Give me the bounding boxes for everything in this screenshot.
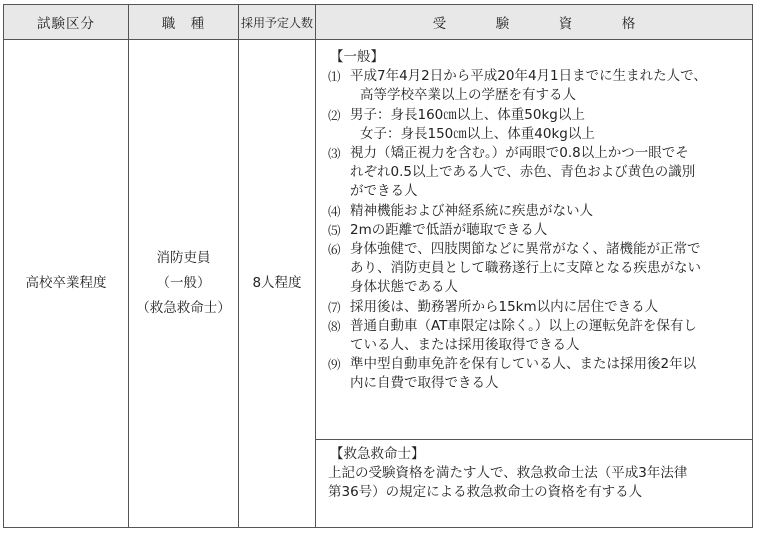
list-item: [328, 221, 746, 240]
item-line: 普通自動車（AT車限定は除く。）以上の運転免許を保有し: [350, 317, 697, 334]
item-line: 男子：身長160㎝以上、体重50kg以上: [350, 106, 585, 123]
item-number: ⑷: [328, 203, 341, 219]
item-line: ができる人: [350, 183, 418, 200]
exam-table: [3, 4, 753, 528]
list-item: [328, 317, 746, 355]
list-item: [328, 106, 746, 144]
paramedic-line: 第36号）の規定による救急救命士の資格を有する人: [328, 484, 643, 501]
item-number: ⑶: [328, 146, 341, 162]
list-item: [328, 298, 746, 317]
item-line: 女子：身長150㎝以上、体重40kg以上: [360, 125, 595, 142]
category-cell: 高校卒業程度: [4, 40, 129, 528]
header-row: [4, 5, 753, 40]
header-job: 職 種: [129, 5, 239, 40]
item-number: ⑺: [328, 299, 341, 315]
paramedic-line: 上記の受験資格を満たす人で、救急救命士法（平成3年法律: [328, 465, 688, 482]
item-line: 内に自費で取得できる人: [350, 375, 499, 392]
table-row: [4, 40, 753, 440]
item-number: ⑵: [328, 107, 341, 123]
item-line: 視力（矯正視力を含む。）が両眼で0.8以上かつ一眼でそ: [350, 145, 689, 162]
job-line: （救急救命士）: [136, 300, 231, 316]
item-line: れぞれ0.5以上である人で、赤色、青色および黄色の識別: [350, 164, 696, 181]
item-number: ⑻: [328, 318, 341, 334]
general-title: 【一般】: [330, 49, 384, 65]
list-item: [328, 202, 746, 221]
job-line: 消防吏員: [156, 250, 211, 266]
paramedic-title: 【救急救命士】: [330, 446, 425, 462]
item-number: ⑹: [328, 242, 341, 258]
header-count: 採用予定人数: [239, 5, 316, 40]
item-line: あり、消防吏員として職務遂行上に支障となる疾患がない: [350, 260, 701, 277]
header-qualification: 受 験 資 格: [316, 5, 753, 40]
item-line: 2mの距離で低語が聴取できる人: [350, 221, 548, 238]
list-item: [328, 355, 746, 393]
item-line: 身体状態である人: [350, 279, 458, 296]
job-line: （一般）: [156, 275, 211, 291]
item-line: 採用後は、勤務署所から15km以内に居住できる人: [350, 298, 659, 315]
item-line: 精神機能および神経系統に疾患がない人: [350, 202, 593, 219]
paramedic-qualification-cell: [316, 440, 753, 528]
job-cell: [129, 40, 239, 528]
item-line: 高等学校卒業以上の学歴を有する人: [360, 87, 576, 104]
list-item: [328, 240, 746, 298]
list-item: [328, 144, 746, 202]
count-cell: 8人程度: [239, 40, 316, 528]
item-line: 平成7年4月2日から平成20年4月1日までに生まれた人で、: [350, 68, 707, 85]
item-number: ⑴: [328, 69, 341, 85]
item-line: ている人、または採用後取得できる人: [350, 337, 580, 354]
general-qualification-cell: [316, 40, 753, 440]
list-item: [328, 67, 746, 105]
item-line: 準中型自動車免許を保有している人、または採用後2年以: [350, 356, 697, 373]
item-number: ⑸: [328, 222, 341, 238]
header-category: 試験区分: [4, 5, 129, 40]
item-number: ⑼: [328, 357, 341, 373]
item-line: 身体強健で、四肢関節などに異常がなく、諸機能が正常で: [350, 241, 701, 258]
